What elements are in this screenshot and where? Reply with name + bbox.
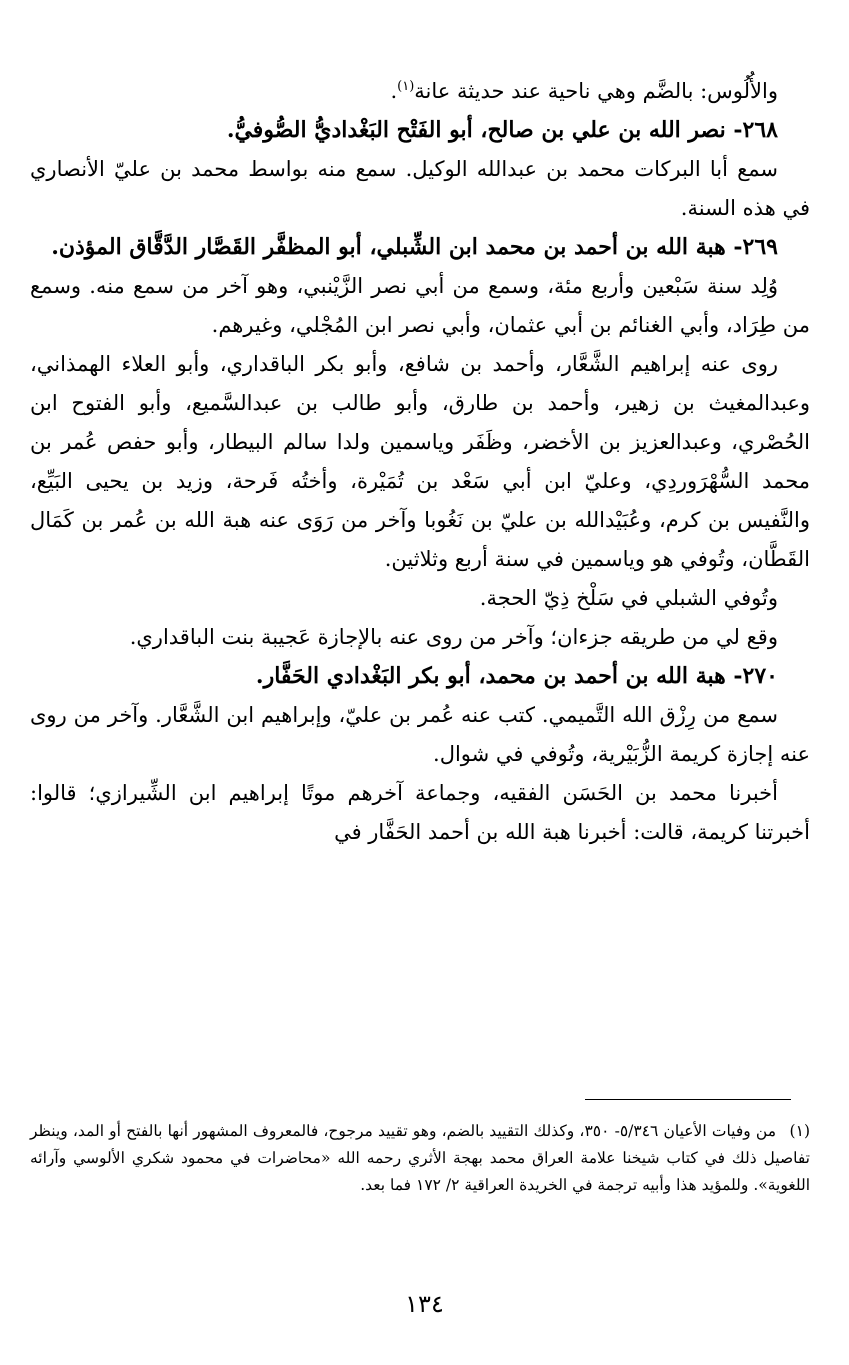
- page-number: ١٣٤: [405, 1290, 444, 1318]
- paragraph-end: .: [390, 79, 398, 103]
- footnote-number: (١): [789, 1122, 810, 1140]
- entry-text-268: سمع أبا البركات محمد بن عبدالله الوكيل. سمع منه بواسط محمد بن عليّ الأنصاري في هذه السنة.: [30, 157, 810, 220]
- paragraph-aloos: [30, 72, 810, 111]
- footnotes: [30, 1118, 810, 1199]
- footnote-reference: (١): [397, 79, 415, 94]
- entry-heading-268: ٢٦٨- نصر الله بن علي بن صالح، أبو الفَتْح البَغْداديُّ الصُّوفيُّ.: [226, 117, 778, 143]
- entry-heading-269: ٢٦٩- هبة الله بن أحمد بن محمد ابن الشِّبلي، أبو المظفَّر القَصَّار الدَّقَّاق المؤذن.: [51, 234, 778, 260]
- entry-heading-270: ٢٧٠- هبة الله بن أحمد بن محمد، أبو بكر البَغْدادي الحَفَّار.: [255, 663, 778, 689]
- footnote-item: [30, 1118, 810, 1199]
- paragraph-text: والأُلُوس: بالضَّم وهي ناحية عند حديثة عانة: [414, 79, 778, 103]
- footnote-text: من وفيات الأعيان ٥/٣٤٦- ٣٥٠، وكذلك التقييد بالضم، وهو تقييد مرجوح، فالمعروف المشهور أنها بالفتح أو المد، وينظر تفاصيل ذلك في كتاب شيخنا علامة العراق محمد بهجة الأثري رحمه الله «محاضرات في محمود شكري الألوسي وآرائه اللغوية». وللمؤيد هذا وأبيه ترجمة في الخريدة العراقية ٢/ ١٧٢ فما بعد.: [30, 1122, 810, 1194]
- entry-text-269-transmission: وقع لي من طريقه جزءان؛ وآخر من روى عنه بالإجازة عَجيبة بنت الباقداري.: [129, 625, 778, 649]
- entry-text-269-narrators: روى عنه إبراهيم الشَّعَّار، وأحمد بن شافع، وأبو بكر الباقداري، وأبو العلاء الهمذاني، وعبدالمغيث بن زهير، وأحمد بن طارق، وأبو طالب بن عبدالسَّميع، وأبو الفتوح ابن الحُصْري، وعبدالعزيز بن الأخضر، وظَفَر وياسمين ولدا سالم البيطار، وأبو حفص عُمر بن محمد السُّهْرَوردِي، وعليّ ابن أبي سَعْد بن تُمَيْرة، وأختُه فَرحة، وزيد بن يحيى البَيِّع، والنَّفيس بن كرم، وعُبَيْدالله بن عليّ بن نَغُوبا وآخر من رَوَى عنه هبة الله بن عُمر بن كَمَال القَطَّان، وتُوفي هو وياسمين في سنة أربع وثلاثين.: [30, 352, 810, 571]
- entry-text-269-death: وتُوفي الشبلي في سَلْخ ذِيّ الحجة.: [479, 586, 778, 610]
- footnote-separator: [585, 1099, 791, 1100]
- main-text: [30, 72, 810, 852]
- entry-text-270-isnad: أخبرنا محمد بن الحَسَن الفقيه، وجماعة آخرهم موتًا إبراهيم ابن الشِّيرازي؛ قالوا: أخبرتنا كريمة، قالت: أخبرنا هبة الله بن أحمد الحَفَّار في: [30, 781, 810, 844]
- entry-text-269-birth: وُلِد سنة سَبْعين وأربع مئة، وسمع من أبي نصر الزَّيْنبي، وهو آخر من سمع منه. وسمع من طِرَاد، وأبي الغنائم بن أبي عثمان، وأبي نصر ابن المُجْلي، وغيرهم.: [30, 274, 810, 337]
- entry-text-270: سمع من رِزْق الله التَّميمي. كتب عنه عُمر بن عليّ، وإبراهيم ابن الشَّعَّار. وآخر من روى عنه إجازة كريمة الزُّبَيْرية، وتُوفي في شوال.: [30, 703, 810, 766]
